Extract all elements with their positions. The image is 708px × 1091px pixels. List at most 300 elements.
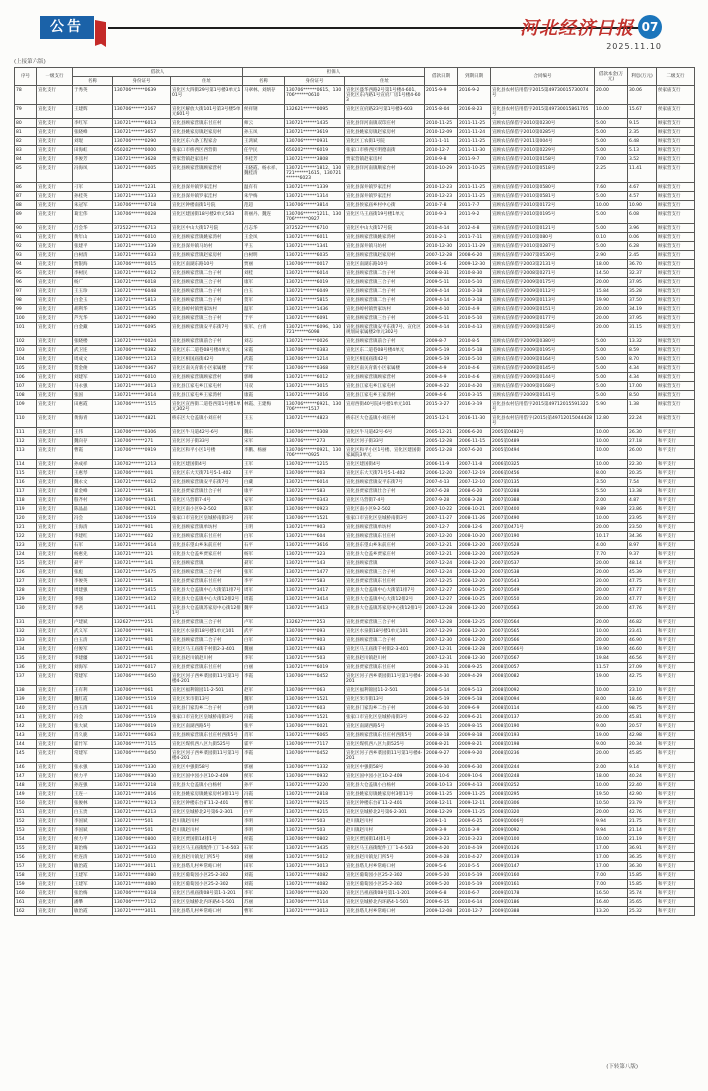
table-cell: 宣顾农信保借字2009第0113号	[491, 296, 595, 305]
table-cell: 顾家营支行	[657, 260, 695, 269]
table-cell: 武霞	[243, 355, 285, 364]
table-cell: 张家口市桥西区明德南街	[345, 146, 425, 155]
table-cell: 149	[15, 790, 37, 799]
table-cell: 宣化支行	[37, 907, 73, 916]
table-cell: 116	[15, 478, 37, 487]
table-cell: 147	[15, 772, 37, 781]
table-cell: 2007第0490	[491, 514, 595, 523]
table-cell: 宣化区马王庙街千村街2-3-401	[345, 645, 425, 654]
table-cell: 130706******1214	[285, 355, 345, 364]
table-cell: 白玉贵	[73, 808, 113, 817]
table-cell: 134	[15, 645, 37, 654]
table-cell: 侯军	[243, 772, 285, 781]
table-cell: 宣顾农信保借字2009第0175号	[491, 278, 595, 287]
table-cell: 和平支行	[657, 907, 695, 916]
table-cell: 9.15	[628, 119, 657, 128]
table-cell: 45.85	[628, 749, 657, 763]
table-row	[15, 799, 695, 808]
table-cell: 宣化县洋河南镇顺家台村	[345, 164, 425, 183]
table-cell: 2005-12-28	[425, 446, 458, 460]
table-cell: 顾家营支行	[657, 346, 695, 355]
table-cell: 宣化区河子西乡菜园街11号第1号楼4-201	[345, 749, 425, 763]
table-cell: 2008-8-18	[425, 731, 458, 740]
table-cell: 贾家营镇赵家房村	[171, 155, 243, 164]
table-cell: 葛宏伟	[73, 210, 113, 224]
table-cell: 17.00	[595, 862, 628, 871]
table-cell: 9.00	[595, 740, 628, 749]
table-cell: 117	[15, 487, 37, 496]
table-cell: 宣化区东二道巷08号楼4单元	[345, 346, 425, 355]
table-cell: 130706******0921	[113, 505, 171, 514]
table-cell: 和平支行	[657, 514, 695, 523]
table-cell: 宣化支行	[37, 722, 73, 731]
table-cell: 15.84	[595, 287, 628, 296]
table-cell: 2009-5-13	[458, 686, 491, 695]
table-cell: 154	[15, 835, 37, 844]
table-cell: 张家口市桥西区西营街	[171, 146, 243, 155]
table-cell: 2010-12-30	[425, 242, 458, 251]
table-cell: 140	[15, 704, 37, 713]
table-cell: 宣化支行	[37, 314, 73, 323]
table-cell: 130706******0368	[285, 364, 345, 373]
table-cell: 和平支行	[657, 686, 695, 695]
table-cell: 宣化支行	[37, 505, 73, 514]
table-cell: 宣化支行	[37, 871, 73, 880]
table-cell: 130721******601	[113, 704, 171, 713]
table-cell: 23.41	[628, 627, 657, 636]
table-cell: 2009-9-20	[458, 749, 491, 763]
table-cell: 6.48	[628, 137, 657, 146]
table-cell: 和平支行	[657, 790, 695, 799]
table-cell: 2009-11-25	[458, 790, 491, 799]
table-cell: 和平支行	[657, 763, 695, 772]
table-cell: 2015-8-04	[425, 105, 458, 119]
table-cell: 顾家营支行	[657, 201, 695, 210]
table-cell: 2010-4-6	[458, 373, 491, 382]
table-cell: 王伟	[73, 428, 113, 437]
table-row	[15, 210, 695, 224]
table-cell: 宣化县贾家营镇仕合子村	[345, 487, 425, 496]
table-cell: 宣化支行	[37, 541, 73, 550]
table-cell: 130706******0615、130706******0610	[285, 86, 345, 105]
table-row	[15, 577, 695, 586]
table-row	[15, 898, 695, 907]
table-cell: 5.90	[595, 400, 628, 414]
table-cell: 白金玉	[73, 296, 113, 305]
table-cell: 宣化支行	[37, 128, 73, 137]
table-cell: 2007第0566	[491, 636, 595, 645]
table-cell: 张晓峰	[73, 128, 113, 137]
table-cell: 侯霞	[243, 835, 285, 844]
table-cell: 和平支行	[657, 672, 695, 686]
table-cell: 宣化区河子街33号	[171, 437, 243, 446]
table-cell: 130721******1231	[113, 183, 171, 192]
table-cell: 22.30	[628, 460, 657, 469]
table-cell: 2009-6-15	[425, 898, 458, 907]
table-cell: 43.00	[595, 704, 628, 713]
table-cell: 2007-11-8	[458, 460, 491, 469]
table-cell: 宣化区宣府路23号第1号楼3-603	[345, 105, 425, 119]
table-cell: 宣化支行	[37, 296, 73, 305]
table-cell: 130706******0320	[285, 889, 345, 898]
table-cell: 2008第0320	[491, 808, 595, 817]
table-row	[15, 251, 695, 260]
table-cell: 周军	[243, 586, 285, 595]
table-cell: 130706******0932	[285, 772, 345, 781]
table-cell: 李鹏、杨丽	[243, 446, 285, 460]
table-row	[15, 532, 695, 541]
table-cell: 114	[15, 460, 37, 469]
table-cell: 130721******6048	[113, 287, 171, 296]
table-cell: 83	[15, 146, 37, 155]
table-cell: 和平支行	[657, 695, 695, 704]
table-row	[15, 550, 695, 559]
table-cell: 130706******1213	[113, 355, 171, 364]
table-cell: 8.70	[628, 355, 657, 364]
table-row	[15, 296, 695, 305]
table-row	[15, 618, 695, 627]
table-cell: 130721******1339	[285, 183, 345, 192]
table-cell: 宣化区和平小区1号楼	[171, 446, 243, 460]
table-cell: 宣化支行	[37, 636, 73, 645]
table-cell: 宣化县顾家营镇东甘庄村西街5号	[171, 731, 243, 740]
table-cell: 130721******4213	[113, 808, 171, 817]
table-cell: 111	[15, 428, 37, 437]
table-cell: 田惠霞	[73, 400, 113, 414]
table-cell: 2007-12-24	[425, 559, 458, 568]
table-cell: 杨惠先	[73, 550, 113, 559]
table-cell: 130706******0021	[285, 722, 345, 731]
table-cell: 白丽	[243, 663, 285, 672]
table-cell: 顾家营支行	[657, 373, 695, 382]
table-cell: 35.65	[628, 898, 657, 907]
table-cell: 130706******1519	[113, 695, 171, 704]
table-cell: 3.52	[628, 155, 657, 164]
table-cell: 130721******6019	[285, 278, 345, 287]
table-cell: 宣府西街40号院4号楼1单元101	[345, 400, 425, 414]
table-cell: 赵川镇赵川村	[345, 817, 425, 826]
table-cell: 130721******4082	[285, 871, 345, 880]
table-cell: 130721******3013	[285, 862, 345, 871]
table-cell: 79	[15, 105, 37, 119]
table-cell: 石军	[243, 844, 285, 853]
table-cell: 刘建军	[73, 373, 113, 382]
table-cell: 宣顾农信保借字2010第0518号	[491, 164, 595, 183]
table-cell: 130721******3013	[113, 382, 171, 391]
table-cell: 宣化支行	[37, 532, 73, 541]
table-cell: 顾家营支行	[657, 414, 695, 428]
table-cell: 20.35	[628, 469, 657, 478]
table-cell: 130706******0921、130706******0925	[285, 446, 345, 460]
table-cell: 130	[15, 604, 37, 618]
table-cell: 冯会	[73, 713, 113, 722]
table-cell: 130706******0639	[113, 86, 171, 105]
table-cell: 宣化县农村信用借字(2015)第49712015044428号	[491, 414, 595, 428]
table-cell: 2007第0549	[491, 586, 595, 595]
table-cell: 2008第0057	[491, 663, 595, 672]
table-row	[15, 269, 695, 278]
table-cell: 李霞	[243, 672, 285, 686]
table-cell: 109	[15, 400, 37, 414]
table-cell: 宣顾农信保借字2010第0121号	[491, 224, 595, 233]
table-cell: 宣化支行	[37, 618, 73, 627]
table-cell: 2008-9-27	[425, 749, 458, 763]
table-cell: 杜连清	[73, 853, 113, 862]
table-cell: 周霞	[243, 595, 285, 604]
table-cell: 聂军	[243, 559, 285, 568]
table-cell: 132621******0095	[285, 105, 345, 119]
table-cell: 苏丽	[243, 898, 285, 907]
table-cell: 36.70	[628, 260, 657, 269]
table-cell: 和平支行	[657, 496, 695, 505]
table-cell: 宣化县顾家营镇三合子村	[171, 568, 243, 577]
table-cell: 魏平	[243, 604, 285, 618]
table-cell: 2008-9-30	[425, 763, 458, 772]
table-cell: 122	[15, 532, 37, 541]
table-cell: 宣化区吕祖庙街08号第1-1-201	[171, 889, 243, 898]
table-cell: 118	[15, 496, 37, 505]
table-row	[15, 278, 695, 287]
table-cell: 宣化县顾家营镇二台子村	[171, 287, 243, 296]
table-cell: 130721******5012	[285, 853, 345, 862]
table-cell: 2010-5-10	[458, 278, 491, 287]
table-cell: 130721******4215	[285, 808, 345, 817]
table-cell: 2009-5-18	[458, 695, 491, 704]
table-cell: 89	[15, 210, 37, 224]
table-cell: 35.28	[628, 287, 657, 296]
table-row	[15, 242, 695, 251]
table-cell: 2010-12-7	[458, 907, 491, 916]
table-cell: 8.00	[595, 695, 628, 704]
table-cell: 2007-12-30	[425, 636, 458, 645]
table-cell: 魏红霞	[73, 695, 113, 704]
table-cell: 130721******4821	[113, 414, 171, 428]
table-cell: 96	[15, 278, 37, 287]
table-cell: 130706******0450	[113, 672, 171, 686]
table-cell: 宣顾农信保借字2010第0229号	[491, 146, 595, 155]
table-cell: 130721******6033	[113, 251, 171, 260]
table-cell: 宣化县大仓盖镇苏家房中心街12排1号	[172, 605, 241, 616]
table-cell: 1.38	[628, 400, 657, 414]
table-cell: 宣化支行	[37, 496, 73, 505]
table-cell: 李桂芳	[243, 155, 285, 164]
table-cell: 2007-12-7	[425, 523, 458, 532]
table-cell: 和平支行	[657, 704, 695, 713]
table-cell: 130721******481	[113, 645, 171, 654]
table-cell: 86	[15, 183, 37, 192]
table-row	[15, 541, 695, 550]
table-row	[15, 523, 695, 532]
table-cell: 宣化支行	[37, 373, 73, 382]
table-cell: 王建辉	[73, 105, 113, 119]
table-row	[15, 287, 695, 296]
table-cell: 宣化县顾家营镇东甘庄村	[171, 532, 243, 541]
table-cell: 9.37	[628, 550, 657, 559]
table-cell: 2007-12-21	[425, 550, 458, 559]
table-cell: 宣化县姚家房镇赵家房村	[171, 128, 243, 137]
table-cell: 5.00	[595, 137, 628, 146]
table-cell: 2009-4-9	[425, 373, 458, 382]
table-cell: 宣化县顾家营镇赵家房村	[171, 251, 243, 260]
table-cell: 130706******7117	[285, 740, 345, 749]
table-cell: 130721******3015	[285, 382, 345, 391]
table-cell: 宣化支行	[37, 355, 73, 364]
table-cell: 2010-12-23	[425, 192, 458, 201]
table-cell: 2009-4-14	[425, 296, 458, 305]
table-cell: 23.95	[628, 514, 657, 523]
table-cell: 宣化支行	[37, 164, 73, 183]
table-cell: 宣化区水泉街18号楼1单元101	[345, 627, 425, 636]
table-cell: 130721******3616	[285, 541, 345, 550]
table-cell: 敏治霞	[73, 907, 113, 916]
table-cell: 130721******903	[285, 636, 345, 645]
table-cell: 宣化区吕祖庙街08号第1-1-201	[345, 889, 425, 898]
table-cell: 2006-12-20	[425, 469, 458, 478]
table-cell: 2010-12-7	[425, 146, 458, 155]
table-row	[15, 260, 695, 269]
col-header-borrower-group: 借款人	[73, 68, 243, 77]
table-cell: 宣化支行	[37, 269, 73, 278]
table-cell: 115	[15, 469, 37, 478]
table-cell: 130721******6014	[285, 269, 345, 278]
table-cell: 22.24	[628, 414, 657, 428]
table-cell: 13.32	[628, 337, 657, 346]
table-cell: 26.00	[628, 446, 657, 460]
table-cell: 2008-5-14	[425, 686, 458, 695]
table-cell: 2005-12-21	[425, 428, 458, 437]
table-row	[15, 487, 695, 496]
table-cell: 130721******4823	[285, 414, 345, 428]
table-cell: 宣化县顾家营镇二台子村	[171, 269, 243, 278]
table-cell: 王玉珍	[73, 287, 113, 296]
col-header-branch: 一级支行	[37, 68, 73, 86]
table-cell: 130721******9215	[285, 799, 345, 808]
table-row	[15, 862, 695, 871]
table-cell: 安军	[243, 496, 285, 505]
table-row	[15, 496, 695, 505]
table-cell: 杨军	[243, 550, 285, 559]
table-cell: 冯海凤	[73, 164, 113, 183]
table-cell: 2007-12-28	[425, 618, 458, 627]
table-cell: 2009-12-11	[458, 799, 491, 808]
table-cell: 和平支行	[657, 618, 695, 627]
table-cell: 2007第0388	[491, 496, 595, 505]
table-cell: 刁军	[73, 183, 113, 192]
table-cell: 102	[15, 337, 37, 346]
table-cell: 2009-12-30	[458, 260, 491, 269]
table-cell: 130706******0450	[113, 749, 171, 763]
table-cell: 宣化县洋河南镇双印庄村	[345, 119, 425, 128]
table-cell: 和平支行	[657, 862, 695, 871]
table-cell: 宣化区葡萄园小区25-2-302	[171, 880, 243, 889]
table-cell: 2011-11-25	[458, 137, 491, 146]
table-cell: 130721******3220	[285, 781, 345, 790]
table-cell: 20.00	[595, 586, 628, 595]
col-header-guarantor-id: 身份证号	[285, 77, 345, 86]
table-cell: 130721******5813	[113, 296, 171, 305]
table-cell: 和平支行	[657, 826, 695, 835]
table-cell: 宣化支行	[37, 364, 73, 373]
table-cell: 宣顾农信保借字2009第0164号	[491, 355, 595, 364]
table-cell: 2009-6-21	[458, 713, 491, 722]
table-cell: 130721******5815	[285, 296, 345, 305]
table-cell: 和平支行	[657, 740, 695, 749]
table-cell: 2007-12-20	[425, 532, 458, 541]
table-cell: 104	[15, 355, 37, 364]
table-cell: 42.75	[628, 672, 657, 686]
table-cell: 宣化区河子街33号	[345, 437, 425, 446]
table-cell: 2010-3-9	[458, 826, 491, 835]
table-cell: 宣化区宣西街二道巷西第1号楼1单元302号	[172, 401, 241, 412]
table-cell: 于秀英	[73, 86, 113, 105]
table-cell: 130721******581	[113, 577, 171, 586]
table-cell: 131	[15, 618, 37, 627]
table-cell: 130721******3412	[113, 595, 171, 604]
table-cell: 宣化县顾家营镇顾家营村	[345, 373, 425, 382]
table-cell: 130721******1812、130721******1615、130721******6023	[285, 164, 345, 183]
table-cell: 李红军	[73, 119, 113, 128]
table-cell: 宣化区和平小区1号楼、宣化区建国街家属院3单元	[345, 446, 425, 460]
table-cell: 2010-9-3	[425, 210, 458, 224]
table-cell: 师云	[243, 119, 285, 128]
table-cell: 宣化区马王庙街配件工厂1-4-503	[171, 844, 243, 853]
table-cell: 宣顾农信保借字2009第0380号	[491, 337, 595, 346]
table-cell: 130721******0026	[285, 337, 345, 346]
table-cell: 2010-5-19	[458, 871, 491, 880]
table-cell: 4.67	[628, 183, 657, 192]
table-cell: 2010-8-5	[458, 337, 491, 346]
table-cell: 2008第0137	[491, 713, 595, 722]
table-cell: 130721******3808	[285, 155, 345, 164]
table-cell: 156	[15, 853, 37, 862]
table-cell: 130721******583	[285, 577, 345, 586]
table-cell: 2009-4-29	[458, 672, 491, 686]
table-cell: 2011-10-25	[458, 164, 491, 183]
table-cell: 2009-5-20	[425, 880, 458, 889]
table-cell: 宣化支行	[37, 305, 73, 314]
table-cell: 31.15	[628, 323, 657, 337]
table-cell: 130721******3411	[113, 604, 171, 618]
table-cell: 宣化县大仓盖镇小白杨村	[171, 781, 243, 790]
table-cell: 130706******0931	[285, 137, 345, 146]
table-cell: 130706******0802	[285, 835, 345, 844]
table-cell: 4.57	[628, 192, 657, 201]
table-cell: 宣化县赵川镇龙门所5号	[171, 853, 243, 862]
table-cell: 23.50	[628, 523, 657, 532]
table-cell: 2010-5-10	[458, 314, 491, 323]
table-cell: 周成文	[73, 355, 113, 364]
table-cell: 魏东	[243, 428, 285, 437]
table-cell: 和平支行	[657, 663, 695, 672]
table-cell: 杨广	[73, 278, 113, 287]
table-cell: 张彪	[73, 568, 113, 577]
badge-flag-icon	[95, 20, 106, 47]
table-cell: 宣化县东望山乡朱前庄村	[345, 541, 425, 550]
table-cell: 2008第0252	[491, 781, 595, 790]
table-cell: 宣化支行	[37, 201, 73, 210]
table-cell: 和平支行	[657, 731, 695, 740]
section-badge: 公告	[40, 16, 94, 39]
table-cell: 和平支行	[657, 898, 695, 907]
table-cell: 36.30	[628, 862, 657, 871]
table-row	[15, 586, 695, 595]
table-cell: 101	[15, 323, 37, 337]
table-cell: 130721******6005	[113, 164, 171, 183]
table-cell: 20.00	[595, 577, 628, 586]
table-cell: 2008-10-25	[458, 586, 491, 595]
table-cell: 宣化县顾家营镇二合子村	[345, 636, 425, 645]
table-cell: 李树民	[73, 269, 113, 278]
